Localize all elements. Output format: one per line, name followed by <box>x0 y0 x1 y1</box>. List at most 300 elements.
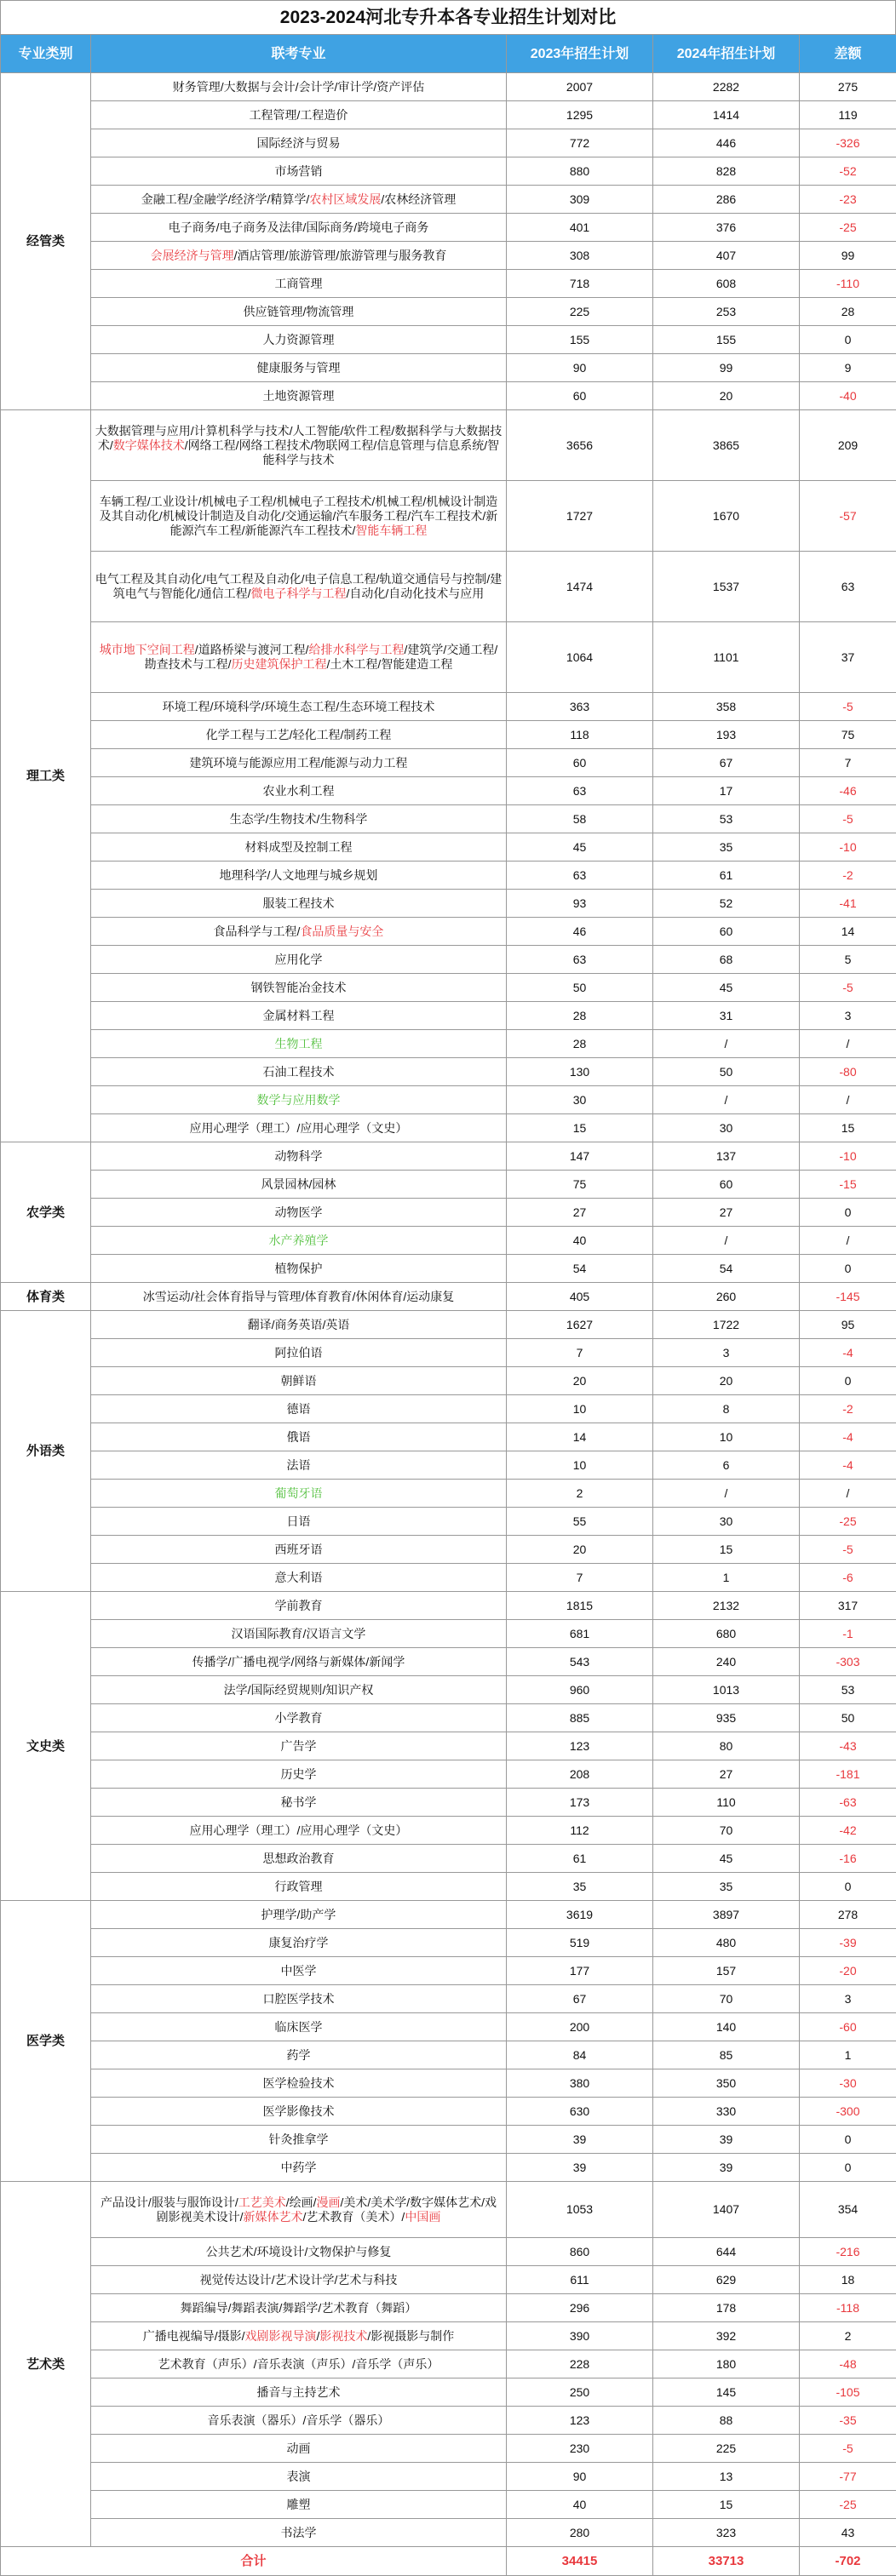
plan-2024-cell: 644 <box>653 2238 800 2266</box>
major-cell <box>91 1901 507 1929</box>
major-text: 漫画 <box>317 2195 341 2209</box>
diff-cell: -5 <box>800 1536 896 1564</box>
major-text: 行政管理 <box>275 1880 323 1893</box>
table-row <box>1 2463 896 2491</box>
plan-2023-cell: 30 <box>507 1086 653 1114</box>
plan-2024-cell: 88 <box>653 2407 800 2435</box>
major-cell <box>91 1255 507 1283</box>
plan-2023-cell: 225 <box>507 298 653 326</box>
plan-2024-cell: 3865 <box>653 410 800 481</box>
diff-cell: -10 <box>800 833 896 862</box>
diff-cell: -1 <box>800 1620 896 1648</box>
plan-2023-cell: 118 <box>507 721 653 749</box>
major-cell <box>91 1732 507 1760</box>
table-row <box>1 1789 896 1817</box>
diff-cell: 119 <box>800 101 896 129</box>
major-text: /绘画/ <box>286 2195 317 2209</box>
plan-2023-cell: 611 <box>507 2266 653 2294</box>
plan-2023-cell: 7 <box>507 1564 653 1592</box>
table-row <box>1 1704 896 1732</box>
plan-2024-cell: 67 <box>653 749 800 777</box>
major-cell <box>91 2266 507 2294</box>
plan-2023-cell: 58 <box>507 805 653 833</box>
plan-2024-cell: 99 <box>653 354 800 382</box>
major-text: 表演 <box>287 2470 311 2483</box>
major-cell <box>91 2379 507 2407</box>
plan-2024-cell: 608 <box>653 270 800 298</box>
plan-2024-cell: 155 <box>653 326 800 354</box>
category-cell: 理工类 <box>1 410 91 1142</box>
table-row <box>1 186 896 214</box>
table-row <box>1 749 896 777</box>
major-cell <box>91 1171 507 1199</box>
diff-cell: 53 <box>800 1676 896 1704</box>
major-cell <box>91 2463 507 2491</box>
major-text: 微电子科学与工程 <box>251 587 347 600</box>
table-row <box>1 1199 896 1227</box>
diff-cell: -15 <box>800 1171 896 1199</box>
table-row <box>1 129 896 157</box>
category-cell: 文史类 <box>1 1592 91 1901</box>
table-row <box>1 326 896 354</box>
diff-cell: 3 <box>800 1002 896 1030</box>
major-cell <box>91 1339 507 1367</box>
plan-2023-cell: 401 <box>507 214 653 242</box>
plan-2024-cell: 20 <box>653 1367 800 1395</box>
table-row <box>1 622 896 693</box>
major-text: 市场营销 <box>275 164 323 178</box>
major-text: 法语 <box>287 1458 311 1472</box>
major-text: 日语 <box>287 1514 311 1528</box>
plan-2024-cell: 70 <box>653 1817 800 1845</box>
major-cell <box>91 382 507 410</box>
diff-cell: 5 <box>800 946 896 974</box>
plan-2023-cell: 405 <box>507 1283 653 1311</box>
plan-2024-cell: 1407 <box>653 2182 800 2238</box>
major-cell <box>91 777 507 805</box>
diff-cell: 18 <box>800 2266 896 2294</box>
plan-2024-cell: 1670 <box>653 481 800 552</box>
major-text: 护理学/助产学 <box>261 1908 336 1921</box>
plan-2023-cell: 20 <box>507 1367 653 1395</box>
table-row <box>1 73 896 101</box>
diff-cell: -25 <box>800 1508 896 1536</box>
table-body <box>1 73 896 2547</box>
plan-2024-cell: 446 <box>653 129 800 157</box>
table-row <box>1 382 896 410</box>
major-cell <box>91 1592 507 1620</box>
plan-2023-cell: 10 <box>507 1395 653 1423</box>
plan-2023-cell: 363 <box>507 693 653 721</box>
diff-cell: -303 <box>800 1648 896 1676</box>
plan-2024-cell: 323 <box>653 2519 800 2547</box>
plan-2024-cell: 193 <box>653 721 800 749</box>
total-row <box>1 2547 896 2576</box>
major-text: 历史建筑保护工程 <box>232 657 327 671</box>
major-cell <box>91 2294 507 2322</box>
table-row <box>1 1142 896 1171</box>
diff-cell: -30 <box>800 2069 896 2098</box>
plan-2023-cell: 35 <box>507 1873 653 1901</box>
diff-cell: 354 <box>800 2182 896 2238</box>
plan-2023-cell: 45 <box>507 833 653 862</box>
plan-2023-cell: 1627 <box>507 1311 653 1339</box>
major-text: 朝鲜语 <box>281 1374 317 1388</box>
total-2023: 34415 <box>507 2547 653 2576</box>
diff-cell: 75 <box>800 721 896 749</box>
diff-cell: -41 <box>800 890 896 918</box>
plan-2023-cell: 280 <box>507 2519 653 2547</box>
major-cell <box>91 1817 507 1845</box>
major-cell <box>91 242 507 270</box>
major-cell <box>91 129 507 157</box>
plan-2023-cell: 177 <box>507 1957 653 1985</box>
plan-2023-cell: 40 <box>507 1227 653 1255</box>
plan-2024-cell: 2132 <box>653 1592 800 1620</box>
plan-2023-cell: 309 <box>507 186 653 214</box>
diff-cell: 99 <box>800 242 896 270</box>
total-diff: -702 <box>800 2547 896 2576</box>
table-row <box>1 1395 896 1423</box>
major-text: /道路桥梁与渡河工程/ <box>195 643 309 656</box>
table-row <box>1 1451 896 1480</box>
table-row <box>1 2013 896 2041</box>
major-text: 植物保护 <box>275 1262 323 1275</box>
diff-cell: -5 <box>800 693 896 721</box>
major-text: 农业水利工程 <box>263 784 335 798</box>
major-text: 视觉传达设计/艺术设计学/艺术与科技 <box>200 2273 398 2287</box>
header-row <box>1 35 896 73</box>
major-text: 动物科学 <box>275 1149 323 1163</box>
major-cell <box>91 721 507 749</box>
diff-cell: 0 <box>800 1873 896 1901</box>
major-cell <box>91 749 507 777</box>
table-row <box>1 890 896 918</box>
plan-2023-cell: 681 <box>507 1620 653 1648</box>
table-row <box>1 1985 896 2013</box>
major-text: 艺术教育（声乐）/音乐表演（声乐）/音乐学（声乐） <box>158 2357 439 2371</box>
major-text: /艺术教育（美术）/ <box>303 2210 405 2224</box>
plan-2023-cell: 63 <box>507 862 653 890</box>
major-text: 数学与应用数学 <box>257 1093 341 1107</box>
major-text: 音乐表演（器乐）/音乐学（器乐） <box>208 2413 390 2427</box>
plan-2024-cell: 376 <box>653 214 800 242</box>
plan-2024-cell: 1013 <box>653 1676 800 1704</box>
major-text: 风景园林/园林 <box>261 1177 336 1191</box>
major-text: 雕塑 <box>287 2498 311 2511</box>
plan-2024-cell: / <box>653 1030 800 1058</box>
major-cell <box>91 1985 507 2013</box>
table-row <box>1 1086 896 1114</box>
plan-2023-cell: 61 <box>507 1845 653 1873</box>
major-text: /美术/美术学/数字媒体艺术/戏剧影视美术设计/ <box>157 2195 497 2224</box>
table-row <box>1 481 896 552</box>
table-row <box>1 1957 896 1985</box>
plan-2023-cell: 112 <box>507 1817 653 1845</box>
major-text: 翻译/商务英语/英语 <box>248 1318 350 1331</box>
major-text: 水产养殖学 <box>269 1234 329 1247</box>
major-text: / <box>317 2329 320 2343</box>
major-cell <box>91 1114 507 1142</box>
major-text: 建筑环境与能源应用工程/能源与动力工程 <box>190 756 408 770</box>
plan-2023-cell: 885 <box>507 1704 653 1732</box>
major-cell <box>91 1367 507 1395</box>
diff-cell: / <box>800 1086 896 1114</box>
plan-2023-cell: 1727 <box>507 481 653 552</box>
plan-2023-cell: 7 <box>507 1339 653 1367</box>
major-cell <box>91 1142 507 1171</box>
diff-cell: 3 <box>800 1985 896 2013</box>
major-text: 俄语 <box>287 1430 311 1444</box>
diff-cell: -48 <box>800 2350 896 2379</box>
major-text: 公共艺术/环境设计/文物保护与修复 <box>206 2245 392 2258</box>
diff-cell: -300 <box>800 2098 896 2126</box>
plan-2024-cell: 629 <box>653 2266 800 2294</box>
diff-cell: -42 <box>800 1817 896 1845</box>
plan-2024-cell: 178 <box>653 2294 800 2322</box>
diff-cell: -46 <box>800 777 896 805</box>
plan-2023-cell: 63 <box>507 946 653 974</box>
major-cell <box>91 1536 507 1564</box>
table-row <box>1 1283 896 1311</box>
plan-2024-cell: / <box>653 1086 800 1114</box>
table-row <box>1 2322 896 2350</box>
header-2023: 2023年招生计划 <box>507 35 653 73</box>
major-cell <box>91 2350 507 2379</box>
major-cell <box>91 2519 507 2547</box>
table-row <box>1 974 896 1002</box>
diff-cell: -60 <box>800 2013 896 2041</box>
table-row <box>1 833 896 862</box>
plan-2023-cell: 60 <box>507 382 653 410</box>
major-text: /农林经济管理 <box>381 192 456 206</box>
diff-cell: -118 <box>800 2294 896 2322</box>
major-text: 地理科学/人文地理与城乡规划 <box>220 868 378 882</box>
plan-2024-cell: 137 <box>653 1142 800 1171</box>
diff-cell: 0 <box>800 2154 896 2182</box>
diff-cell: -4 <box>800 1339 896 1367</box>
major-cell <box>91 946 507 974</box>
plan-2024-cell: 27 <box>653 1199 800 1227</box>
diff-cell: 95 <box>800 1311 896 1339</box>
diff-cell: -110 <box>800 270 896 298</box>
plan-2023-cell: 123 <box>507 1732 653 1760</box>
major-cell <box>91 2154 507 2182</box>
table-row <box>1 1760 896 1789</box>
diff-cell: -2 <box>800 862 896 890</box>
diff-cell: -35 <box>800 2407 896 2435</box>
major-cell <box>91 1929 507 1957</box>
diff-cell: -105 <box>800 2379 896 2407</box>
major-text: 中医学 <box>281 1964 317 1978</box>
plan-2024-cell: 1101 <box>653 622 800 693</box>
plan-2023-cell: 250 <box>507 2379 653 2407</box>
major-cell <box>91 833 507 862</box>
table-row <box>1 214 896 242</box>
table-row <box>1 157 896 186</box>
major-cell <box>91 2069 507 2098</box>
major-cell <box>91 1451 507 1480</box>
diff-cell: -6 <box>800 1564 896 1592</box>
diff-cell: 0 <box>800 326 896 354</box>
plan-2024-cell: 61 <box>653 862 800 890</box>
total-2024: 33713 <box>653 2547 800 2576</box>
plan-2024-cell: / <box>653 1480 800 1508</box>
major-cell <box>91 1648 507 1676</box>
major-cell <box>91 1480 507 1508</box>
diff-cell: 9 <box>800 354 896 382</box>
plan-2024-cell: 1414 <box>653 101 800 129</box>
plan-2023-cell: 208 <box>507 1760 653 1789</box>
major-text: 思想政治教育 <box>263 1852 335 1865</box>
plan-2023-cell: 3656 <box>507 410 653 481</box>
table-row <box>1 1339 896 1367</box>
major-text: 应用化学 <box>275 953 323 966</box>
diff-cell: -16 <box>800 1845 896 1873</box>
diff-cell: / <box>800 1480 896 1508</box>
plan-2024-cell: 358 <box>653 693 800 721</box>
diff-cell: -40 <box>800 382 896 410</box>
plan-2024-cell: 480 <box>653 1929 800 1957</box>
plan-2023-cell: 380 <box>507 2069 653 2098</box>
major-text: 给排水科学与工程 <box>309 643 405 656</box>
table-row <box>1 1845 896 1873</box>
major-cell <box>91 1873 507 1901</box>
major-cell <box>91 2126 507 2154</box>
table-row <box>1 2069 896 2098</box>
table-row <box>1 2154 896 2182</box>
plan-2023-cell: 1474 <box>507 552 653 622</box>
table-row <box>1 1873 896 1901</box>
major-text: 国际经济与贸易 <box>257 136 341 150</box>
enrollment-table <box>0 34 896 2576</box>
major-cell <box>91 2182 507 2238</box>
plan-2023-cell: 880 <box>507 157 653 186</box>
table-row <box>1 270 896 298</box>
major-text: 学前教育 <box>275 1599 323 1612</box>
plan-2024-cell: 50 <box>653 1058 800 1086</box>
plan-2024-cell: 180 <box>653 2350 800 2379</box>
plan-2024-cell: 39 <box>653 2126 800 2154</box>
diff-cell: -25 <box>800 2491 896 2519</box>
major-text: /网络工程/网络工程技术/物联网工程/信息管理与信息系统/智能科学与技术 <box>185 438 499 467</box>
major-text: 食品科学与工程/ <box>214 924 301 938</box>
major-cell <box>91 1564 507 1592</box>
major-text: 秘书学 <box>281 1795 317 1809</box>
table-row <box>1 2294 896 2322</box>
plan-2023-cell: 39 <box>507 2126 653 2154</box>
diff-cell: 37 <box>800 622 896 693</box>
plan-2024-cell: 140 <box>653 2013 800 2041</box>
plan-2024-cell: 330 <box>653 2098 800 2126</box>
plan-2024-cell: 30 <box>653 1114 800 1142</box>
major-text: 康复治疗学 <box>269 1936 329 1949</box>
plan-2024-cell: 17 <box>653 777 800 805</box>
major-cell <box>91 1620 507 1648</box>
plan-2024-cell: 68 <box>653 946 800 974</box>
major-cell <box>91 2435 507 2463</box>
plan-2023-cell: 84 <box>507 2041 653 2069</box>
diff-cell: 0 <box>800 2126 896 2154</box>
plan-2024-cell: 1722 <box>653 1311 800 1339</box>
plan-2023-cell: 147 <box>507 1142 653 1171</box>
plan-2023-cell: 28 <box>507 1002 653 1030</box>
diff-cell: -80 <box>800 1058 896 1086</box>
major-text: 新媒体艺术 <box>244 2210 303 2224</box>
diff-cell: -25 <box>800 214 896 242</box>
table-row <box>1 2350 896 2379</box>
category-cell: 体育类 <box>1 1283 91 1311</box>
table-row <box>1 242 896 270</box>
major-text: 应用心理学（理工）/应用心理学（文史） <box>190 1823 408 1837</box>
plan-2023-cell: 718 <box>507 270 653 298</box>
plan-2024-cell: 60 <box>653 1171 800 1199</box>
major-cell <box>91 354 507 382</box>
diff-cell: 317 <box>800 1592 896 1620</box>
major-text: 石油工程技术 <box>263 1065 335 1079</box>
plan-2024-cell: 10 <box>653 1423 800 1451</box>
table-row <box>1 2266 896 2294</box>
table-row <box>1 2519 896 2547</box>
diff-cell: 15 <box>800 1114 896 1142</box>
diff-cell: 1 <box>800 2041 896 2069</box>
plan-2024-cell: 286 <box>653 186 800 214</box>
major-cell <box>91 1957 507 1985</box>
header-major: 联考专业 <box>91 35 507 73</box>
major-cell <box>91 214 507 242</box>
diff-cell: -181 <box>800 1760 896 1789</box>
major-cell <box>91 1789 507 1817</box>
major-cell <box>91 481 507 552</box>
plan-2023-cell: 228 <box>507 2350 653 2379</box>
major-text: 药学 <box>287 2048 311 2062</box>
diff-cell: -39 <box>800 1929 896 1957</box>
major-cell <box>91 2238 507 2266</box>
major-text: 葡萄牙语 <box>275 1486 323 1500</box>
plan-2024-cell: 80 <box>653 1732 800 1760</box>
plan-2023-cell: 55 <box>507 1508 653 1536</box>
major-text: 钢铁智能冶金技术 <box>251 981 347 994</box>
table-row <box>1 2379 896 2407</box>
major-cell <box>91 2407 507 2435</box>
plan-2023-cell: 155 <box>507 326 653 354</box>
major-text: 冰雪运动/社会体育指导与管理/体育教育/休闲体育/运动康复 <box>143 1290 455 1303</box>
major-text: /自动化/自动化技术与应用 <box>347 587 485 600</box>
plan-2024-cell: 52 <box>653 890 800 918</box>
major-cell <box>91 1704 507 1732</box>
diff-cell: 63 <box>800 552 896 622</box>
plan-2023-cell: 90 <box>507 2463 653 2491</box>
major-cell <box>91 1086 507 1114</box>
table-row <box>1 1564 896 1592</box>
table-row <box>1 2041 896 2069</box>
plan-2023-cell: 173 <box>507 1789 653 1817</box>
major-text: 人力资源管理 <box>263 333 335 346</box>
plan-2023-cell: 1053 <box>507 2182 653 2238</box>
major-text: 历史学 <box>281 1767 317 1781</box>
plan-2024-cell: 828 <box>653 157 800 186</box>
table-row <box>1 1620 896 1648</box>
table-row <box>1 1171 896 1199</box>
plan-2024-cell: 45 <box>653 1845 800 1873</box>
major-text: 生态学/生物技术/生物科学 <box>230 812 368 826</box>
table-row <box>1 298 896 326</box>
diff-cell: -5 <box>800 2435 896 2463</box>
plan-2023-cell: 75 <box>507 1171 653 1199</box>
plan-2023-cell: 308 <box>507 242 653 270</box>
header-category: 专业类别 <box>1 35 91 73</box>
major-text: 工程管理/工程造价 <box>250 108 348 122</box>
